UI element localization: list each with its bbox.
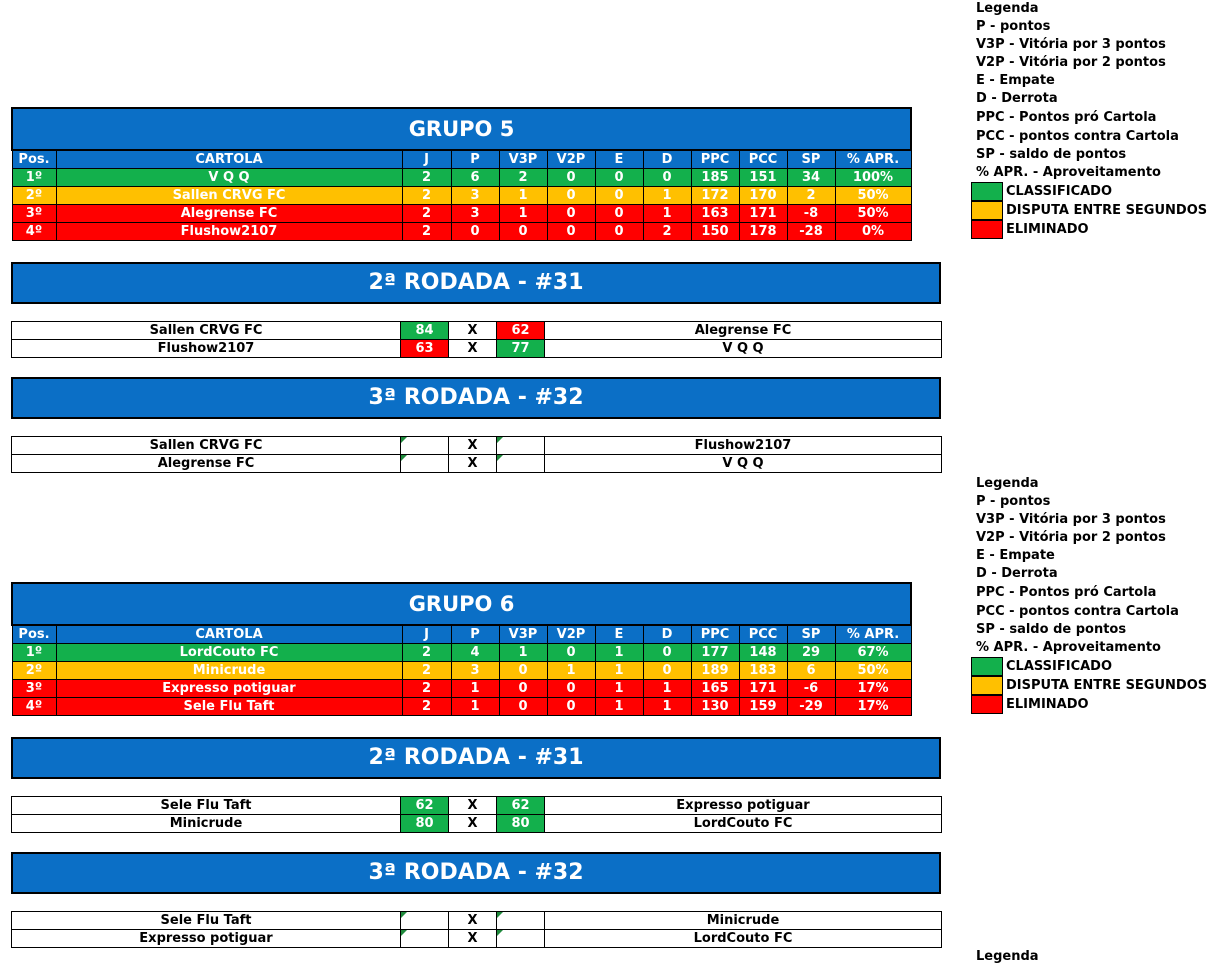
home-team: Alegrense FC — [12, 455, 401, 473]
cell: 67% — [835, 644, 911, 662]
away-score[interactable]: 77 — [497, 340, 545, 358]
cell: 4 — [451, 644, 499, 662]
round-2-banner: 2ª RODADA - #31 — [11, 262, 941, 304]
cell: 0 — [547, 205, 595, 223]
cell: 50% — [835, 205, 911, 223]
legend-swatch-row — [976, 657, 1228, 676]
cell: 0 — [595, 205, 643, 223]
away-team: Alegrense FC — [545, 322, 942, 340]
cell: 2 — [787, 187, 835, 205]
cell: 0 — [643, 169, 691, 187]
legend-swatch-row — [976, 695, 1228, 714]
cell: 0 — [595, 169, 643, 187]
table-row — [12, 644, 911, 662]
cell: 2 — [402, 680, 451, 698]
cell: 2º — [12, 187, 56, 205]
away-team: Flushow2107 — [545, 437, 942, 455]
home-score[interactable] — [401, 455, 449, 473]
cell: 0 — [547, 187, 595, 205]
legend-swatch-row — [976, 220, 1228, 239]
table-row — [12, 223, 911, 241]
cell: 3 — [451, 187, 499, 205]
versus: X — [449, 437, 497, 455]
cell: 1º — [12, 169, 56, 187]
table-row — [12, 680, 911, 698]
legend-item: SP - saldo de pontos — [976, 622, 1127, 637]
swatch-label: DISPUTA ENTRE SEGUNDOS — [1006, 678, 1208, 693]
cell: 4º — [12, 698, 56, 716]
cell: 1 — [451, 680, 499, 698]
versus: X — [449, 455, 497, 473]
away-team: LordCouto FC — [545, 930, 942, 948]
away-team: Minicrude — [545, 912, 942, 930]
legend-item: V2P - Vitória por 2 pontos — [976, 530, 1166, 545]
home-team: Sele Flu Taft — [12, 912, 401, 930]
cell: 17% — [835, 698, 911, 716]
col-header: V2P — [547, 150, 595, 169]
col-header: V3P — [499, 625, 547, 644]
home-team: Flushow2107 — [12, 340, 401, 358]
cell: 2 — [402, 205, 451, 223]
col-header: J — [402, 150, 451, 169]
col-header: P — [451, 625, 499, 644]
versus: X — [449, 322, 497, 340]
cell: 172 — [691, 187, 739, 205]
away-team: V Q Q — [545, 455, 942, 473]
away-team: LordCouto FC — [545, 815, 942, 833]
col-header: % APR. — [835, 150, 911, 169]
cell: 148 — [739, 644, 787, 662]
cell: -28 — [787, 223, 835, 241]
game-row — [12, 340, 942, 358]
legend-item: PPC - Pontos pró Cartola — [976, 110, 1157, 125]
legend-item: P - pontos — [976, 494, 1051, 509]
cell: 0 — [595, 187, 643, 205]
home-score[interactable] — [401, 912, 449, 930]
versus: X — [449, 815, 497, 833]
col-header: V2P — [547, 625, 595, 644]
legend — [976, 0, 1228, 239]
green-swatch — [971, 182, 1003, 201]
col-header: CARTOLA — [56, 150, 402, 169]
game-row — [12, 815, 942, 833]
cell: Sele Flu Taft — [56, 698, 402, 716]
legend-item: V3P - Vitória por 3 pontos — [976, 512, 1166, 527]
swatch-label: ELIMINADO — [1006, 697, 1089, 712]
cell: 0 — [499, 662, 547, 680]
cell: 1 — [595, 662, 643, 680]
round-3-banner: 3ª RODADA - #32 — [11, 377, 941, 419]
col-header: CARTOLA — [56, 625, 402, 644]
col-header: E — [595, 625, 643, 644]
cell: 34 — [787, 169, 835, 187]
cell: 0 — [451, 223, 499, 241]
legend-item: SP - saldo de pontos — [976, 147, 1127, 162]
cell: 50% — [835, 187, 911, 205]
cell: 29 — [787, 644, 835, 662]
yellow-swatch — [971, 201, 1003, 220]
cell: 6 — [451, 169, 499, 187]
cell: 1 — [499, 187, 547, 205]
home-score[interactable]: 80 — [401, 815, 449, 833]
home-team: Expresso potiguar — [12, 930, 401, 948]
home-score[interactable]: 62 — [401, 797, 449, 815]
col-header: PCC — [739, 150, 787, 169]
game-row — [12, 455, 942, 473]
cell: 3º — [12, 680, 56, 698]
away-team: V Q Q — [545, 340, 942, 358]
round-2-banner: 2ª RODADA - #31 — [11, 737, 941, 779]
cell: 0 — [643, 644, 691, 662]
cell: 1º — [12, 644, 56, 662]
table-row — [12, 698, 911, 716]
round-2-games — [11, 796, 942, 833]
away-score[interactable]: 80 — [497, 815, 545, 833]
cell: Alegrense FC — [56, 205, 402, 223]
col-header: Pos. — [12, 625, 56, 644]
round-3-games — [11, 436, 942, 473]
red-swatch — [971, 695, 1003, 714]
cell: 163 — [691, 205, 739, 223]
cell: 165 — [691, 680, 739, 698]
game-row — [12, 797, 942, 815]
cell: Expresso potiguar — [56, 680, 402, 698]
red-swatch — [971, 220, 1003, 239]
legend-item: P - pontos — [976, 19, 1051, 34]
cell: 185 — [691, 169, 739, 187]
away-score[interactable]: 62 — [497, 797, 545, 815]
col-header: D — [643, 150, 691, 169]
home-team: Sele Flu Taft — [12, 797, 401, 815]
group-title: GRUPO 5 — [12, 108, 911, 150]
group-title: GRUPO 6 — [12, 583, 911, 625]
legend-item: PCC - pontos contra Cartola — [976, 604, 1179, 619]
legend-title: Legenda — [976, 1, 1039, 16]
legend-title: Legenda — [976, 949, 1039, 964]
cell: 171 — [739, 205, 787, 223]
cell: 1 — [643, 680, 691, 698]
legend-item: PPC - Pontos pró Cartola — [976, 585, 1157, 600]
cell: 100% — [835, 169, 911, 187]
cell: 171 — [739, 680, 787, 698]
legend-item: PCC - pontos contra Cartola — [976, 129, 1179, 144]
away-score[interactable]: 62 — [497, 322, 545, 340]
versus: X — [449, 912, 497, 930]
cell: 2 — [402, 223, 451, 241]
cell: 0 — [547, 698, 595, 716]
game-row — [12, 912, 942, 930]
round-3-banner: 3ª RODADA - #32 — [11, 852, 941, 894]
cell: 0 — [547, 223, 595, 241]
cell: 2 — [499, 169, 547, 187]
col-header: P — [451, 150, 499, 169]
cell: 1 — [499, 644, 547, 662]
cell: -8 — [787, 205, 835, 223]
cell: 1 — [643, 187, 691, 205]
cell: 1 — [643, 205, 691, 223]
cell: Minicrude — [56, 662, 402, 680]
versus: X — [449, 930, 497, 948]
table-row — [12, 169, 911, 187]
cell: 1 — [595, 698, 643, 716]
cell: 2 — [643, 223, 691, 241]
cell: Flushow2107 — [56, 223, 402, 241]
legend-item: E - Empate — [976, 73, 1055, 88]
table-header — [12, 625, 911, 644]
game-row — [12, 930, 942, 948]
home-score[interactable]: 84 — [401, 322, 449, 340]
legend-item: V2P - Vitória por 2 pontos — [976, 55, 1166, 70]
group-5-standings — [11, 107, 912, 241]
col-header: J — [402, 625, 451, 644]
home-team: Minicrude — [12, 815, 401, 833]
col-header: Pos. — [12, 150, 56, 169]
cell: 2 — [402, 644, 451, 662]
cell: 3º — [12, 205, 56, 223]
swatch-label: ELIMINADO — [1006, 222, 1089, 237]
cell: 150 — [691, 223, 739, 241]
versus: X — [449, 340, 497, 358]
cell: 159 — [739, 698, 787, 716]
legend-item: D - Derrota — [976, 566, 1058, 581]
swatch-label: DISPUTA ENTRE SEGUNDOS — [1006, 203, 1208, 218]
home-score[interactable] — [401, 930, 449, 948]
legend-swatch-row — [976, 201, 1228, 220]
yellow-swatch — [971, 676, 1003, 695]
home-team: Sallen CRVG FC — [12, 437, 401, 455]
cell: 0 — [499, 680, 547, 698]
cell: 50% — [835, 662, 911, 680]
game-row — [12, 322, 942, 340]
away-team: Expresso potiguar — [545, 797, 942, 815]
legend-item: % APR. - Aproveitamento — [976, 640, 1161, 655]
cell: 189 — [691, 662, 739, 680]
cell: 2 — [402, 187, 451, 205]
legend-cutoff — [976, 948, 1228, 964]
cell: 3 — [451, 205, 499, 223]
cell: 183 — [739, 662, 787, 680]
versus: X — [449, 797, 497, 815]
cell: 1 — [643, 698, 691, 716]
swatch-label: CLASSIFICADO — [1006, 659, 1113, 674]
game-row — [12, 437, 942, 455]
cell: 0 — [499, 223, 547, 241]
cell: 1 — [547, 662, 595, 680]
home-team: Sallen CRVG FC — [12, 322, 401, 340]
col-header: PCC — [739, 625, 787, 644]
cell: 170 — [739, 187, 787, 205]
table-row — [12, 662, 911, 680]
away-score[interactable] — [497, 455, 545, 473]
cell: 0 — [499, 698, 547, 716]
table-row — [12, 205, 911, 223]
cell: 130 — [691, 698, 739, 716]
cell: 1 — [595, 680, 643, 698]
col-header: D — [643, 625, 691, 644]
away-score[interactable] — [497, 930, 545, 948]
table-row — [12, 187, 911, 205]
legend — [976, 475, 1228, 714]
col-header: SP — [787, 625, 835, 644]
cell: 177 — [691, 644, 739, 662]
legend-swatch-row — [976, 676, 1228, 695]
cell: 2 — [402, 662, 451, 680]
cell: 151 — [739, 169, 787, 187]
round-2-games — [11, 321, 942, 358]
cell: 6 — [787, 662, 835, 680]
cell: 1 — [595, 644, 643, 662]
cell: 2 — [402, 169, 451, 187]
cell: -29 — [787, 698, 835, 716]
green-swatch — [971, 657, 1003, 676]
cell: V Q Q — [56, 169, 402, 187]
cell: 1 — [499, 205, 547, 223]
home-score[interactable] — [401, 437, 449, 455]
col-header: E — [595, 150, 643, 169]
group-6-standings — [11, 582, 912, 716]
round-3-games — [11, 911, 942, 948]
legend-item: D - Derrota — [976, 91, 1058, 106]
cell: 0 — [643, 662, 691, 680]
home-score[interactable]: 63 — [401, 340, 449, 358]
cell: 1 — [451, 698, 499, 716]
cell: Sallen CRVG FC — [56, 187, 402, 205]
legend-item: E - Empate — [976, 548, 1055, 563]
cell: 2º — [12, 662, 56, 680]
away-score[interactable] — [497, 437, 545, 455]
col-header: % APR. — [835, 625, 911, 644]
cell: 4º — [12, 223, 56, 241]
cell: 17% — [835, 680, 911, 698]
cell: LordCouto FC — [56, 644, 402, 662]
cell: 178 — [739, 223, 787, 241]
cell: 0% — [835, 223, 911, 241]
cell: 0 — [547, 644, 595, 662]
col-header: PPC — [691, 150, 739, 169]
legend-title: Legenda — [976, 476, 1039, 491]
legend-swatch-row — [976, 182, 1228, 201]
legend-item: % APR. - Aproveitamento — [976, 165, 1161, 180]
col-header: V3P — [499, 150, 547, 169]
cell: 0 — [595, 223, 643, 241]
legend-item: V3P - Vitória por 3 pontos — [976, 37, 1166, 52]
swatch-label: CLASSIFICADO — [1006, 184, 1113, 199]
cell: -6 — [787, 680, 835, 698]
col-header: PPC — [691, 625, 739, 644]
cell: 2 — [402, 698, 451, 716]
cell: 0 — [547, 169, 595, 187]
table-header — [12, 150, 911, 169]
cell: 3 — [451, 662, 499, 680]
col-header: SP — [787, 150, 835, 169]
cell: 0 — [547, 680, 595, 698]
away-score[interactable] — [497, 912, 545, 930]
